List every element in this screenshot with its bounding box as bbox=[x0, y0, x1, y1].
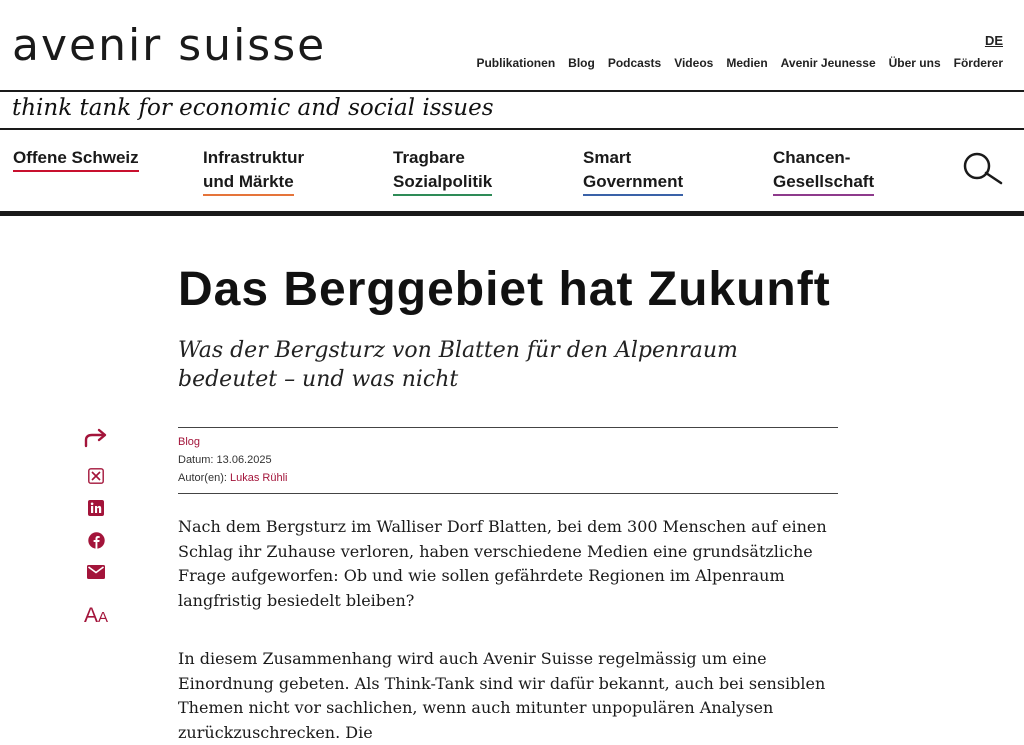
category-label: Tragbare bbox=[393, 148, 465, 167]
category-infrastruktur[interactable] bbox=[203, 146, 304, 196]
facebook-icon[interactable] bbox=[82, 532, 110, 549]
linkedin-icon[interactable] bbox=[82, 500, 110, 516]
date-label: Datum: bbox=[178, 454, 214, 466]
language-switch[interactable]: DE bbox=[984, 33, 1003, 48]
category-tragbare-sozialpolitik[interactable] bbox=[393, 146, 492, 196]
nav-publikationen[interactable]: Publikationen bbox=[476, 56, 556, 70]
category-offene-schweiz[interactable] bbox=[13, 146, 139, 172]
share-icon[interactable] bbox=[82, 427, 110, 449]
article-subtitle: Was der Bergsturz von Blatten für den Alpenraum bedeutet – und was nicht bbox=[178, 338, 738, 392]
category-label: Infrastruktur bbox=[203, 148, 305, 167]
author-label: Autor(en): bbox=[178, 472, 227, 484]
header-divider bbox=[0, 90, 1024, 92]
author-link[interactable]: Lukas Rühli bbox=[229, 472, 288, 484]
article-paragraph: Nach dem Bergsturz im Walliser Dorf Blatten, bei dem 300 Menschen auf einen Schlag ihr Zuhause verloren, haben verschiedene Medien eine grundsätzliche Frage aufgeworfen: Ob und wie sollen gefährdete Regionen im Alpenraum langfristig besiedelt bleiben? bbox=[178, 517, 827, 610]
nav-videos[interactable]: Videos bbox=[674, 56, 714, 70]
category-label: Gesellschaft bbox=[773, 170, 874, 196]
article-category-link[interactable]: Blog bbox=[178, 436, 201, 448]
nav-divider bbox=[0, 211, 1024, 216]
category-chancen-gesellschaft[interactable] bbox=[773, 146, 874, 196]
x-icon[interactable] bbox=[82, 468, 110, 484]
nav-blog[interactable]: Blog bbox=[568, 56, 595, 70]
article-meta bbox=[178, 427, 838, 494]
category-label: Offene Schweiz bbox=[13, 146, 139, 172]
article-date: 13.06.2025 bbox=[216, 454, 272, 466]
category-label: Smart bbox=[583, 148, 632, 167]
category-smart-government[interactable] bbox=[583, 146, 683, 196]
site-tagline: think tank for economic and social issues bbox=[12, 95, 494, 121]
nav-foerderer[interactable]: Förderer bbox=[953, 56, 1003, 70]
category-label: Sozialpolitik bbox=[393, 170, 492, 196]
site-logo[interactable]: avenir suisse bbox=[12, 20, 327, 71]
font-size-icon[interactable]: AA bbox=[83, 604, 109, 627]
article-title: Das Berggebiet hat Zukunft bbox=[178, 263, 831, 316]
nav-ueber-uns[interactable]: Über uns bbox=[888, 56, 941, 70]
category-label: und Märkte bbox=[203, 170, 294, 196]
category-label: Chancen- bbox=[773, 148, 851, 167]
tagline-divider bbox=[0, 128, 1024, 130]
article-paragraph: In diesem Zusammenhang wird auch Avenir Suisse regelmässig um eine Einordnung gebeten. Als Think-Tank sind wir dafür bekannt, auch bei sensiblen Themen nicht vor sachlichen, wenn auch mitunter unpopulären Analysen zurückzuschrecken. Die bbox=[178, 649, 826, 742]
nav-medien[interactable]: Medien bbox=[726, 56, 768, 70]
mail-icon[interactable] bbox=[82, 565, 110, 579]
category-label: Government bbox=[583, 170, 683, 196]
top-navigation bbox=[476, 56, 1003, 70]
nav-avenir-jeunesse[interactable]: Avenir Jeunesse bbox=[780, 56, 876, 70]
search-icon[interactable] bbox=[962, 152, 1004, 186]
nav-podcasts[interactable]: Podcasts bbox=[607, 56, 662, 70]
